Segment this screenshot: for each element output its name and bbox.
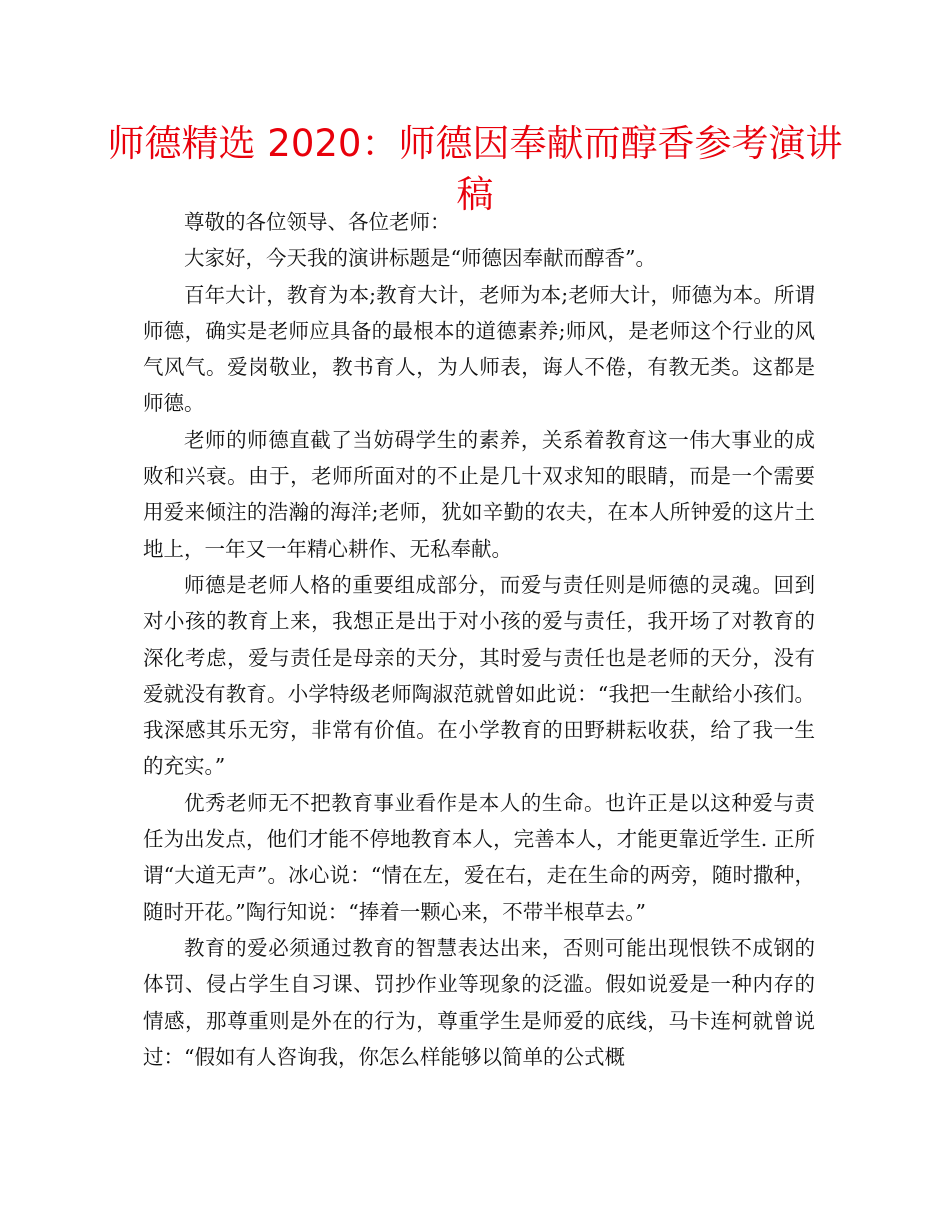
document-body <box>143 204 815 1075</box>
paragraph: 教育的爱必须通过教育的智慧表达出来，否则可能出现恨铁不成钢的体罚、侵占学生自习课、罚抄作业等现象的泛滥。假如说爱是一种内存的情感，那尊重则是外在的行为，尊重学生是师爱的底线，马卡连柯就曾说过：“假如有人咨询我，你怎么样能够以简单的公式概 <box>143 935 815 1069</box>
paragraph: 百年大计，教育为本;教育大计，老师为本;老师大计，师德为本。所谓师德，确实是老师应具备的最根本的道德素养;师风，是老师这个行业的风气风气。爱岗敬业，教书育人，为人师表，诲人不倦，有教无类。这都是师德。 <box>143 282 815 416</box>
paragraph: 老师的师德直截了当妨碍学生的素养，关系着教育这一伟大事业的成败和兴衰。由于，老师所面对的不止是几十双求知的眼睛，而是一个需要用爱来倾注的浩瀚的海洋;老师，犹如辛勤的农夫，在本人所钟爱的这片土地上，一年又一年精心耕作、无私奉献。 <box>143 427 815 561</box>
paragraph-salutation: 尊敬的各位领导、各位老师： <box>184 210 451 234</box>
paragraph: 优秀老师无不把教育事业看作是本人的生命。也许正是以这种爱与责任为出发点，他们才能不停地教育本人，完善本人，才能更靠近学生. 正所谓“大道无声”。冰心说：“情在左，爱在右，走在生命的两旁，随时撒种，随时开花。”陶行知说：“捧着一颗心来，不带半根草去。” <box>143 790 815 924</box>
paragraph: 师德是老师人格的重要组成部分，而爱与责任则是师德的灵魂。回到对小孩的教育上来，我想正是出于对小孩的爱与责任，我开场了对教育的深化考虑，爱与责任是母亲的天分，其时爱与责任也是老师的天分，没有爱就没有教育。小学特级老师陶淑范就曾如此说：“我把一生献给小孩们。我深感其乐无穷，非常有价值。在小学教育的田野耕耘收获，给了我一生的充实。” <box>143 572 815 779</box>
paragraph-greeting: 大家好，今天我的演讲标题是“师德因奉献而醇香”。 <box>184 246 656 271</box>
document-title: 师德精选 2020：师德因奉献而醇香参考演讲稿 <box>107 122 843 216</box>
